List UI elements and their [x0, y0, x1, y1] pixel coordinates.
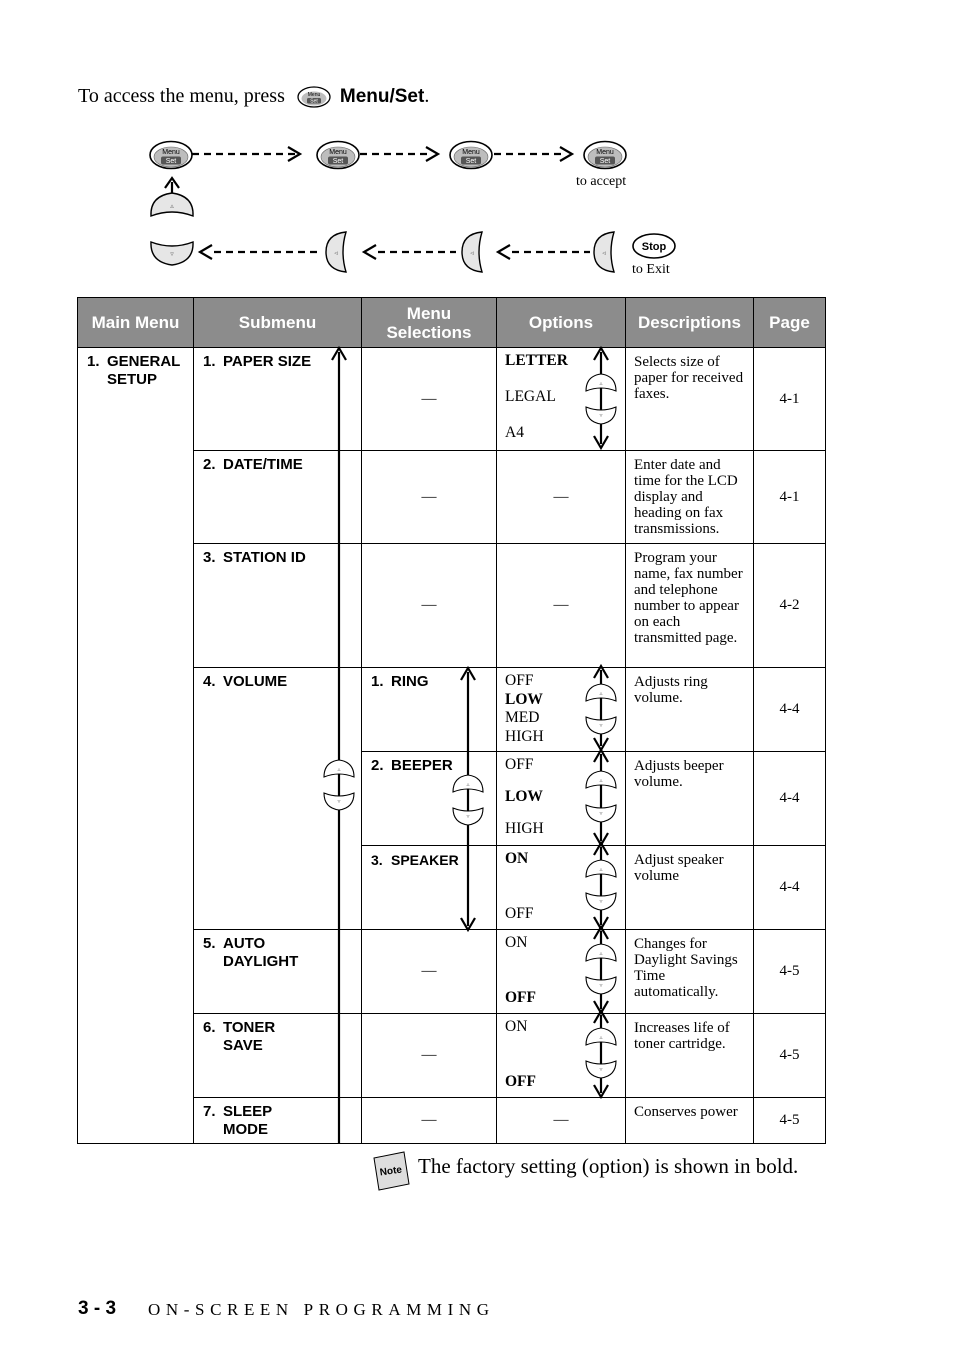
- page-cell: 4-5: [754, 930, 826, 1014]
- svg-text:Stop: Stop: [641, 241, 667, 253]
- up-arrow-key-icon: [586, 771, 616, 788]
- main-menu-label: GENERAL SETUP: [107, 353, 181, 388]
- options-cell: ON OFF: [497, 846, 626, 930]
- down-arrow-key-icon: [586, 717, 616, 734]
- description-cell: Adjusts beeper volume.: [626, 752, 754, 846]
- table-row: 2. DATE/TIME — — Enter date and time for the LCD display and heading on fax transmissions. 4-1: [78, 451, 826, 544]
- submenu-cell: 2. DATE/TIME: [194, 451, 362, 544]
- options-cell: OFF LOW MED HIGH: [497, 668, 626, 752]
- page-cell: 4-4: [754, 846, 826, 930]
- header-page: Page: [754, 298, 826, 348]
- description-cell: Enter date and time for the LCD display and heading on fax transmissions.: [626, 451, 754, 544]
- to-accept-caption: to accept: [576, 174, 627, 189]
- table-row: 7. SLEEP MODE — — Conserves power 4-5: [78, 1098, 826, 1144]
- table-row: 6. TONER SAVE — ON OFF Increases life of toner cartridge. 4-5: [78, 1014, 826, 1098]
- svg-text:Note: Note: [379, 1164, 403, 1179]
- down-arrow-key-icon: [586, 805, 616, 822]
- submenu-cell: 1. PAPER SIZE: [194, 348, 362, 451]
- submenu-cell: 5. AUTO DAYLIGHT: [194, 930, 362, 1014]
- header-descriptions: Descriptions: [626, 298, 754, 348]
- page-number: 3 - 3: [78, 1298, 117, 1319]
- up-arrow-key-icon: [586, 860, 616, 877]
- header-menu-selections: Menu Selections: [362, 298, 497, 348]
- up-arrow-key-icon: [586, 1028, 616, 1045]
- note-icon: [372, 1150, 412, 1192]
- page-cell: 4-1: [754, 451, 826, 544]
- up-arrow-key-icon: [453, 775, 483, 792]
- down-arrow-key-icon: [324, 793, 354, 810]
- page-cell: 4-4: [754, 668, 826, 752]
- selection-cell: 1. RING: [362, 668, 497, 752]
- header-options: Options: [497, 298, 626, 348]
- table-row: 5. AUTO DAYLIGHT — ON OFF Changes for Daylight Savings Time automatically. 4-5: [78, 930, 826, 1014]
- down-arrow-key-icon: [586, 407, 616, 424]
- description-cell: Selects size of paper for received faxes.: [626, 348, 754, 451]
- selection-cell: 3. SPEAKER: [362, 846, 497, 930]
- submenu-cell: 3. STATION ID: [194, 544, 362, 668]
- submenu-cell: 4. VOLUME: [194, 668, 362, 930]
- description-cell: Adjust speaker volume: [626, 846, 754, 930]
- header-submenu: Submenu: [194, 298, 362, 348]
- up-arrow-key-icon: [586, 684, 616, 701]
- options-cell: OFF LOW HIGH: [497, 752, 626, 846]
- options-cell: LETTER LEGAL A4: [497, 348, 626, 451]
- options-cell: ON OFF: [497, 1014, 626, 1098]
- down-arrow-key-icon: [586, 977, 616, 994]
- intro-text: To access the menu, press: [78, 85, 285, 107]
- up-arrow-key-icon: [586, 374, 616, 391]
- page-cell: 4-2: [754, 544, 826, 668]
- description-cell: Conserves power: [626, 1098, 754, 1144]
- options-cell: ON OFF: [497, 930, 626, 1014]
- page-cell: 4-4: [754, 752, 826, 846]
- description-cell: Program your name, fax number and telephone number to appear on each transmitted page.: [626, 544, 754, 668]
- table-row: 3. STATION ID — — Program your name, fax number and telephone number to appear on each transmitted page. 4-2: [78, 544, 826, 668]
- section-title: ON-SCREEN PROGRAMMING: [148, 1300, 495, 1319]
- down-arrow-key-icon: [453, 808, 483, 825]
- note-text: The factory setting (option) is shown in bold.: [418, 1154, 799, 1178]
- menu-set-key-label: Menu/Set: [339, 86, 425, 107]
- main-menu-cell: 1. GENERAL SETUP: [78, 348, 194, 1144]
- page-cell: 4-5: [754, 1014, 826, 1098]
- header-main-menu: Main Menu: [78, 298, 194, 348]
- down-arrow-key-icon: [586, 893, 616, 910]
- table-row: 1. GENERAL SETUP 1. PAPER SIZE — LETTER LEGAL A4 Selects size of paper for received faxes. 4-1: [78, 348, 826, 451]
- page-cell: 4-5: [754, 1098, 826, 1144]
- page-cell: 4-1: [754, 348, 826, 451]
- svg-text:Menu: Menu: [307, 92, 321, 99]
- description-cell: Increases life of toner cartridge.: [626, 1014, 754, 1098]
- submenu-cell: 6. TONER SAVE: [194, 1014, 362, 1098]
- up-arrow-key-icon: [586, 944, 616, 961]
- svg-text:Set: Set: [310, 99, 318, 106]
- down-arrow-key-icon: [586, 1061, 616, 1078]
- intro-line: To access the menu, press Menu Set Menu/Set.: [78, 84, 429, 109]
- to-exit-caption: to Exit: [632, 262, 670, 277]
- description-cell: Adjusts ring volume.: [626, 668, 754, 752]
- up-arrow-key-icon: [324, 760, 354, 777]
- submenu-cell: 7. SLEEP MODE: [194, 1098, 362, 1144]
- selection-cell: 2. BEEPER: [362, 752, 497, 846]
- description-cell: Changes for Daylight Savings Time automatically.: [626, 930, 754, 1014]
